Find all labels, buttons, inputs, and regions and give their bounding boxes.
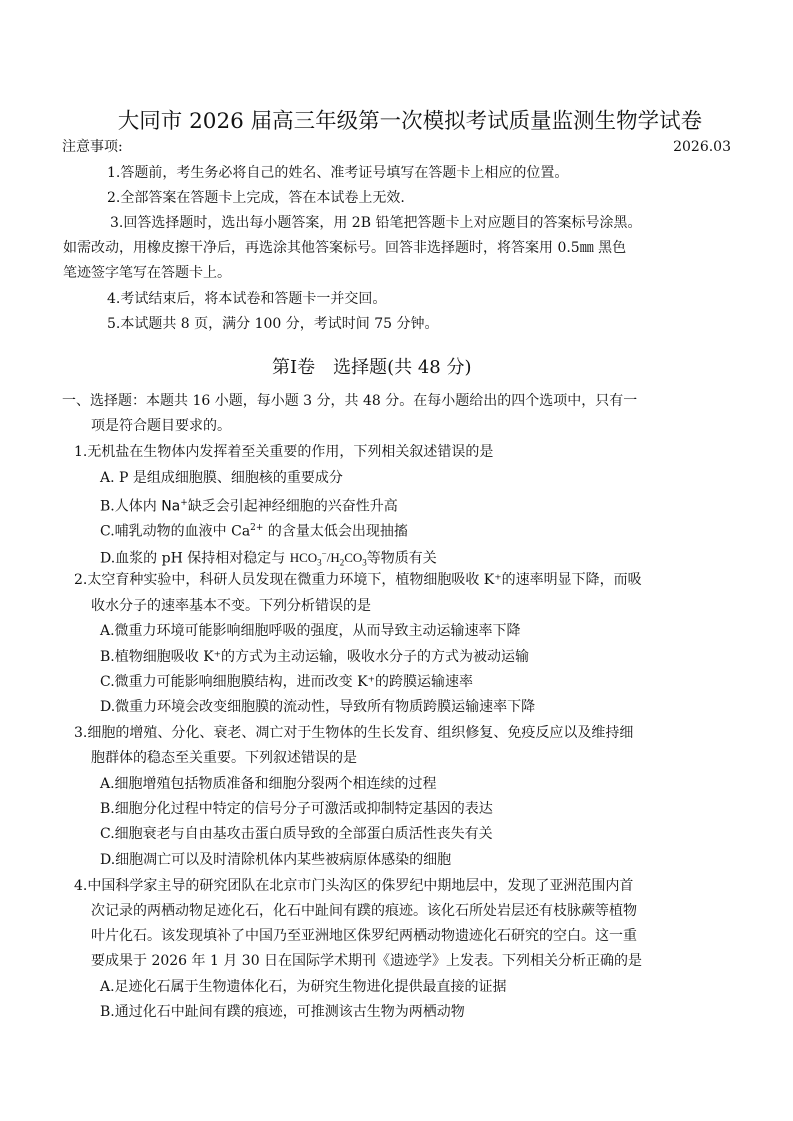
question-4-stem: 要成果于 2026 年 1 月 30 日在国际学术期刊《遗迹学》上发表。下列相关分析正确的是 — [91, 953, 643, 969]
notice-label: 注意事项: — [62, 139, 123, 155]
question-4-option-b: B.通过化石中趾间有蹼的痕迹，可推测该古生物为两栖动物 — [100, 1004, 465, 1020]
notice-item: 3.回答选择题时，选出每小题答案，用 2B 铅笔把答题卡上对应题目的答案标号涂黑。 — [110, 215, 642, 231]
exam-date: 2026.03 — [673, 139, 731, 155]
question-1-option-b: B.人体内 Na+缺乏会引起神经细胞的兴奋性升高 — [100, 498, 398, 515]
question-3-option-b: B.细胞分化过程中特定的信号分子可激活或抑制特定基因的表达 — [100, 801, 493, 817]
section-title: 第Ⅰ卷 选择题(共 48 分) — [272, 357, 472, 378]
notice-item: 5.本试题共 8 页，满分 100 分，考试时间 75 分钟。 — [107, 316, 439, 332]
question-2-option-a: A.微重力环境可能影响细胞呼吸的强度，从而导致主动运输速率下降 — [100, 623, 521, 639]
notice-item: 2.全部答案在答题卡上完成，答在本试卷上无效. — [107, 190, 405, 206]
question-3-option-c: C.细胞衰老与自由基攻击蛋白质导致的全部蛋白质活性丧失有关 — [100, 826, 493, 842]
notice-item: 1.答题前，考生务必将自己的姓名、准考证号填写在答题卡上相应的位置。 — [107, 165, 569, 181]
notice-item: 如需改动，用橡皮擦干净后，再选涂其他答案标号。回答非选择题时，将答案用 0.5㎜ 黑色 — [63, 240, 627, 256]
question-4-option-a: A.足迹化石属于生物遗体化石，为研究生物进化提供最直接的证据 — [100, 979, 507, 995]
question-2-stem: 2.太空育种实验中，科研人员发现在微重力环境下，植物细胞吸收 K⁺的速率明显下降，而吸 — [74, 572, 642, 588]
question-1-option-c: C.哺乳动物的血液中 $Ca^{2+}$ 的含量太低会出现抽搐 — [100, 523, 408, 540]
notice-item: 笔迹签字笔写在答题卡上。 — [63, 265, 231, 281]
question-2-stem: 收水分子的速率基本不变。下列分析错误的是 — [91, 598, 371, 614]
question-1-option-a: A. P 是组成细胞膜、细胞核的重要成分 — [100, 470, 343, 486]
question-4-stem: 次记录的两栖动物足迹化石，化石中趾间有蹼的痕迹。该化石所处岩层还有枝脉蕨等植物 — [91, 903, 637, 919]
question-3-option-a: A.细胞增殖包括物质准备和细胞分裂两个相连续的过程 — [100, 776, 437, 792]
question-2-option-b: B.植物细胞吸收 K⁺的方式为主动运输，吸收水分子的方式为被动运输 — [100, 649, 530, 665]
question-1-option-d: D.血浆的 pH 保持相对稳定与 $HCO_3^-/H_2CO_3$等物质有关 — [100, 549, 437, 568]
question-3-stem: 胞群体的稳态至关重要。下列叙述错误的是 — [91, 750, 357, 766]
question-2-option-c: C.微重力可能影响细胞膜结构，进而改变 K⁺的跨膜运输速率 — [100, 674, 473, 690]
section-intro: 项是符合题目要求的。 — [91, 418, 231, 434]
exam-title: 大同市 2026 届高三年级第一次模拟考试质量监测生物学试卷 — [117, 109, 703, 134]
question-3-stem: 3.细胞的增殖、分化、衰老、凋亡对于生物体的生长发育、组织修复、免疫反应以及维持细 — [74, 725, 634, 741]
question-4-stem: 4.中国科学家主导的研究团队在北京市门头沟区的侏罗纪中期地层中，发现了亚洲范围内首 — [74, 878, 634, 894]
question-4-stem: 叶片化石。该发现填补了中国乃至亚洲地区侏罗纪两栖动物遗迹化石研究的空白。这一重 — [91, 928, 637, 944]
question-3-option-d: D.细胞凋亡可以及时清除机体内某些被病原体感染的细胞 — [100, 852, 452, 868]
question-2-option-d: D.微重力环境会改变细胞膜的流动性，导致所有物质跨膜运输速率下降 — [100, 699, 536, 715]
section-intro: 一、选择题：本题共 16 小题，每小题 3 分，共 48 分。在每小题给出的四个选项中，只有一 — [62, 393, 638, 409]
notice-item: 4.考试结束后，将本试卷和答题卡一并交回。 — [107, 291, 387, 307]
bicarbonate-formula: $HCO_3^-/H_2CO_3$ — [289, 549, 367, 568]
question-1-stem: 1.无机盐在生物体内发挥着至关重要的作用，下列相关叙述错误的是 — [74, 444, 494, 460]
